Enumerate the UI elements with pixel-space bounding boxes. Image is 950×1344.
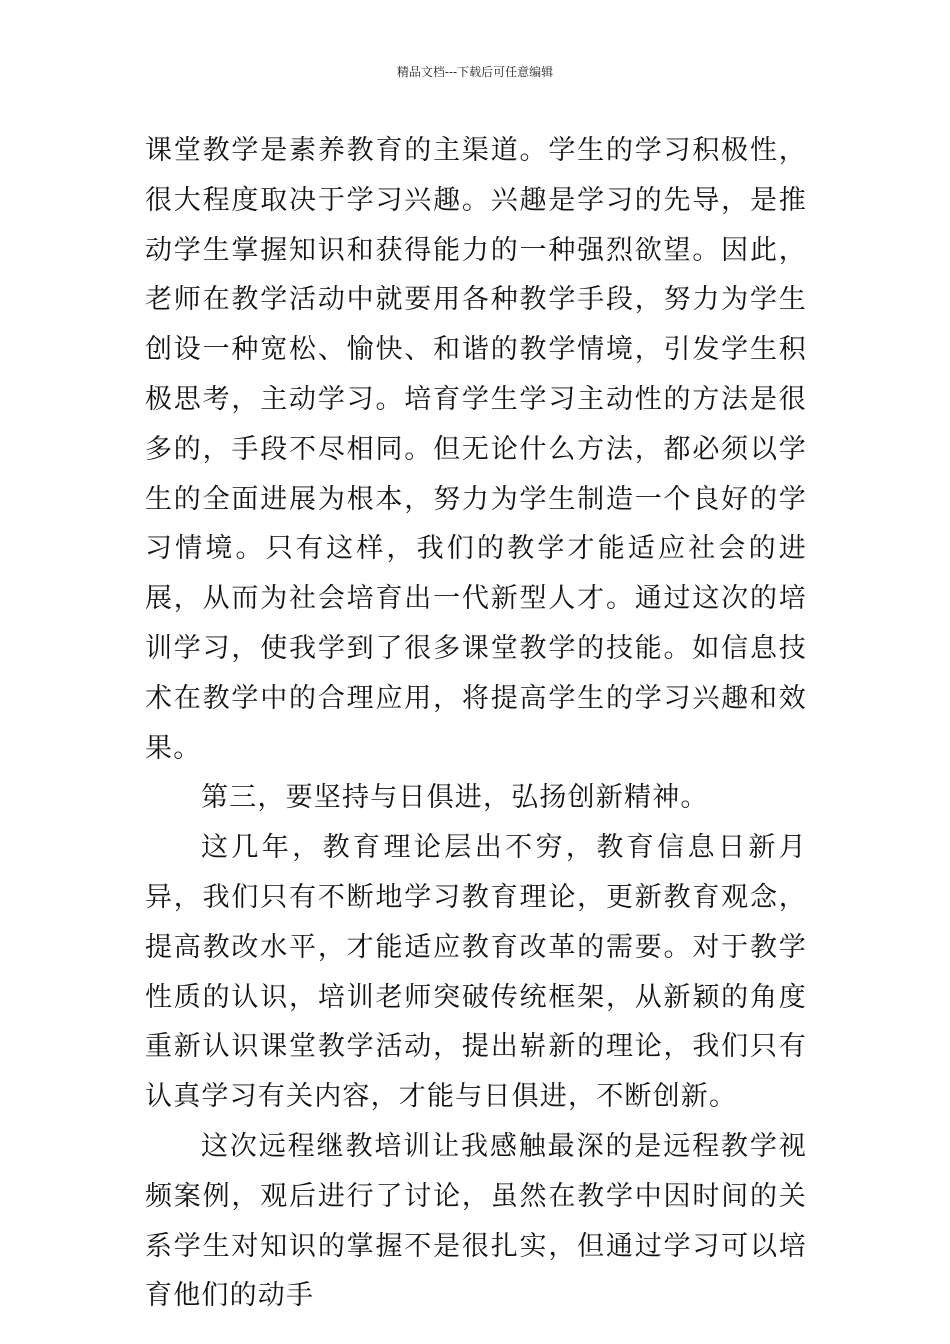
paragraph-education-theory: 这几年，教育理论层出不穷，教育信息日新月异，我们只有不断地学习教育理论，更新教育观念，提高教改水平，才能适应教育改革的需要。对于教学性质的认识，培训老师突破传统框架，从新颖的角度重新认识课堂教学活动，提出崭新的理论，我们只有认真学习有关内容，才能与日俱进，不断创新。: [145, 832, 807, 1113]
paragraph-continuation: 课堂教学是素养教育的主渠道。学生的学习积极性，很大程度取决于学习兴趣。兴趣是学习的先导，是推动学生掌握知识和获得能力的一种强烈欲望。因此，老师在教学活动中就要用各种教学手段，努力为学生创设一种宽松、愉快、和谐的教学情境，引发学生积极思考，主动学习。培育学生学习主动性的方法是很多的，手段不尽相同。但无论什么方法，都必须以学生的全面进展为根本，努力为学生制造一个良好的学习情境。只有这样，我们的教学才能适应社会的进展，从而为社会培育出一代新型人才。通过这次的培训学习，使我学到了很多课堂教学的技能。如信息技术在教学中的合理应用，将提高学生的学习兴趣和效果。: [145, 135, 807, 764]
paragraph-section-heading: 第三，要坚持与日俱进，弘扬创新精神。: [201, 782, 709, 814]
page-header: 精品文档---下载后可任意编辑: [396, 65, 554, 79]
document-body: [145, 126, 807, 1321]
paragraph-remote-training: 这次远程继教培训让我感触最深的是远程教学视频案例，观后进行了讨论，虽然在教学中因时间的关系学生对知识的掌握不是很扎实，但通过学习可以培育他们的动手: [145, 1130, 807, 1312]
